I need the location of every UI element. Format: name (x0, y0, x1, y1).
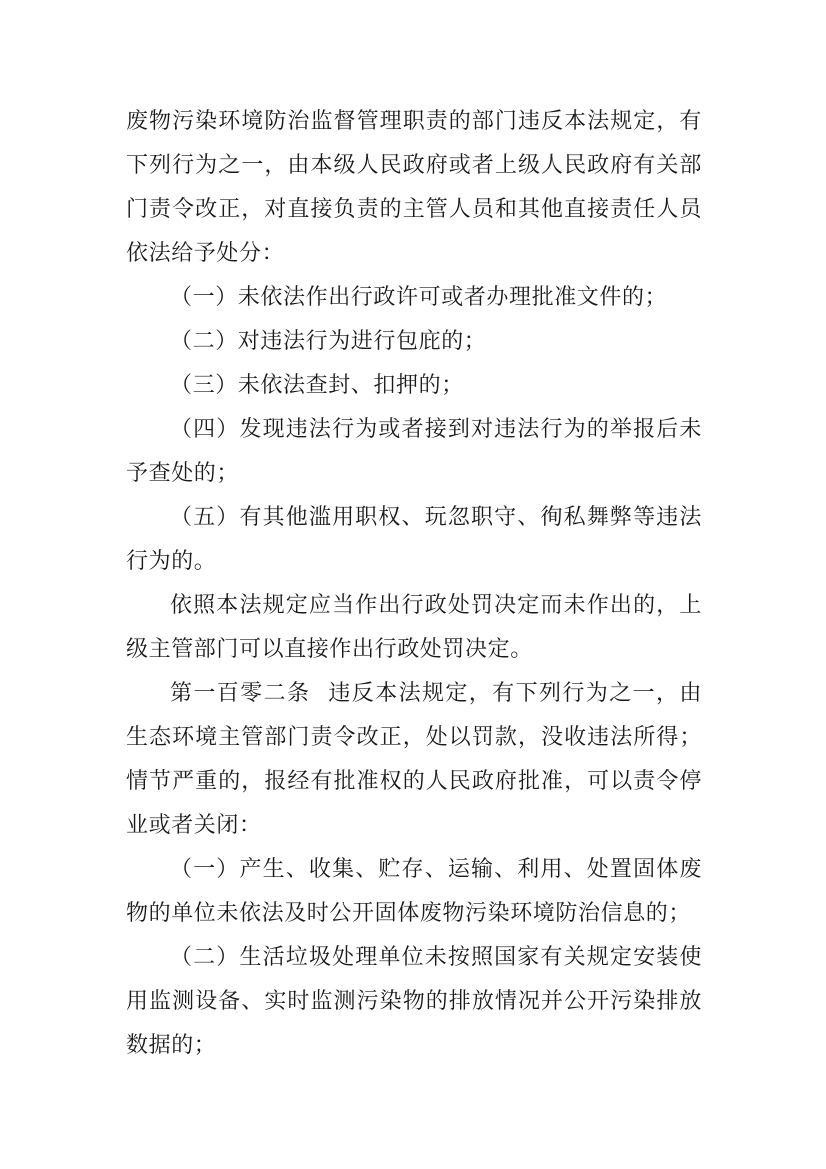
list-item: （二）对违法行为进行包庇的； (170, 329, 487, 354)
paragraph: 依照本法规定应当作出行政处罚决定而未作出的，上级主管部门可以直接作出行政处罚决定。 (126, 593, 702, 662)
list-item: （一）产生、收集、贮存、运输、利用、处置固体废物的单位未依法及时公开固体废物污染环境防治信息的； (126, 857, 702, 926)
article-number: 第一百零二条 (170, 681, 311, 706)
list-item: （三）未依法查封、扣押的； (170, 373, 464, 398)
list-item: （二）生活垃圾处理单位未按照国家有关规定安装使用监测设备、实时监测污染物的排放情况并公开污染排放数据的； (126, 945, 702, 1058)
article-text: 违反本法规定，有下列行为之一，由生态环境主管部门责令改正，处以罚款，没收违法所得；情节严重的，报经有批准权的人民政府批准，可以责令停业或者关闭： (126, 681, 702, 838)
article-paragraph (126, 672, 702, 848)
paragraph-continuation: 废物污染环境防治监督管理职责的部门违反本法规定，有下列行为之一，由本级人民政府或者上级人民政府有关部门责令改正，对直接负责的主管人员和其他直接责任人员依法给予处分： (126, 109, 702, 266)
list-item: （一）未依法作出行政许可或者办理批准文件的； (170, 285, 668, 310)
document-body (126, 100, 702, 1068)
list-item: （四）发现违法行为或者接到对违法行为的举报后未予查处的； (126, 417, 702, 486)
list-item: （五）有其他滥用职权、玩忽职守、徇私舞弊等违法行为的。 (126, 505, 702, 574)
